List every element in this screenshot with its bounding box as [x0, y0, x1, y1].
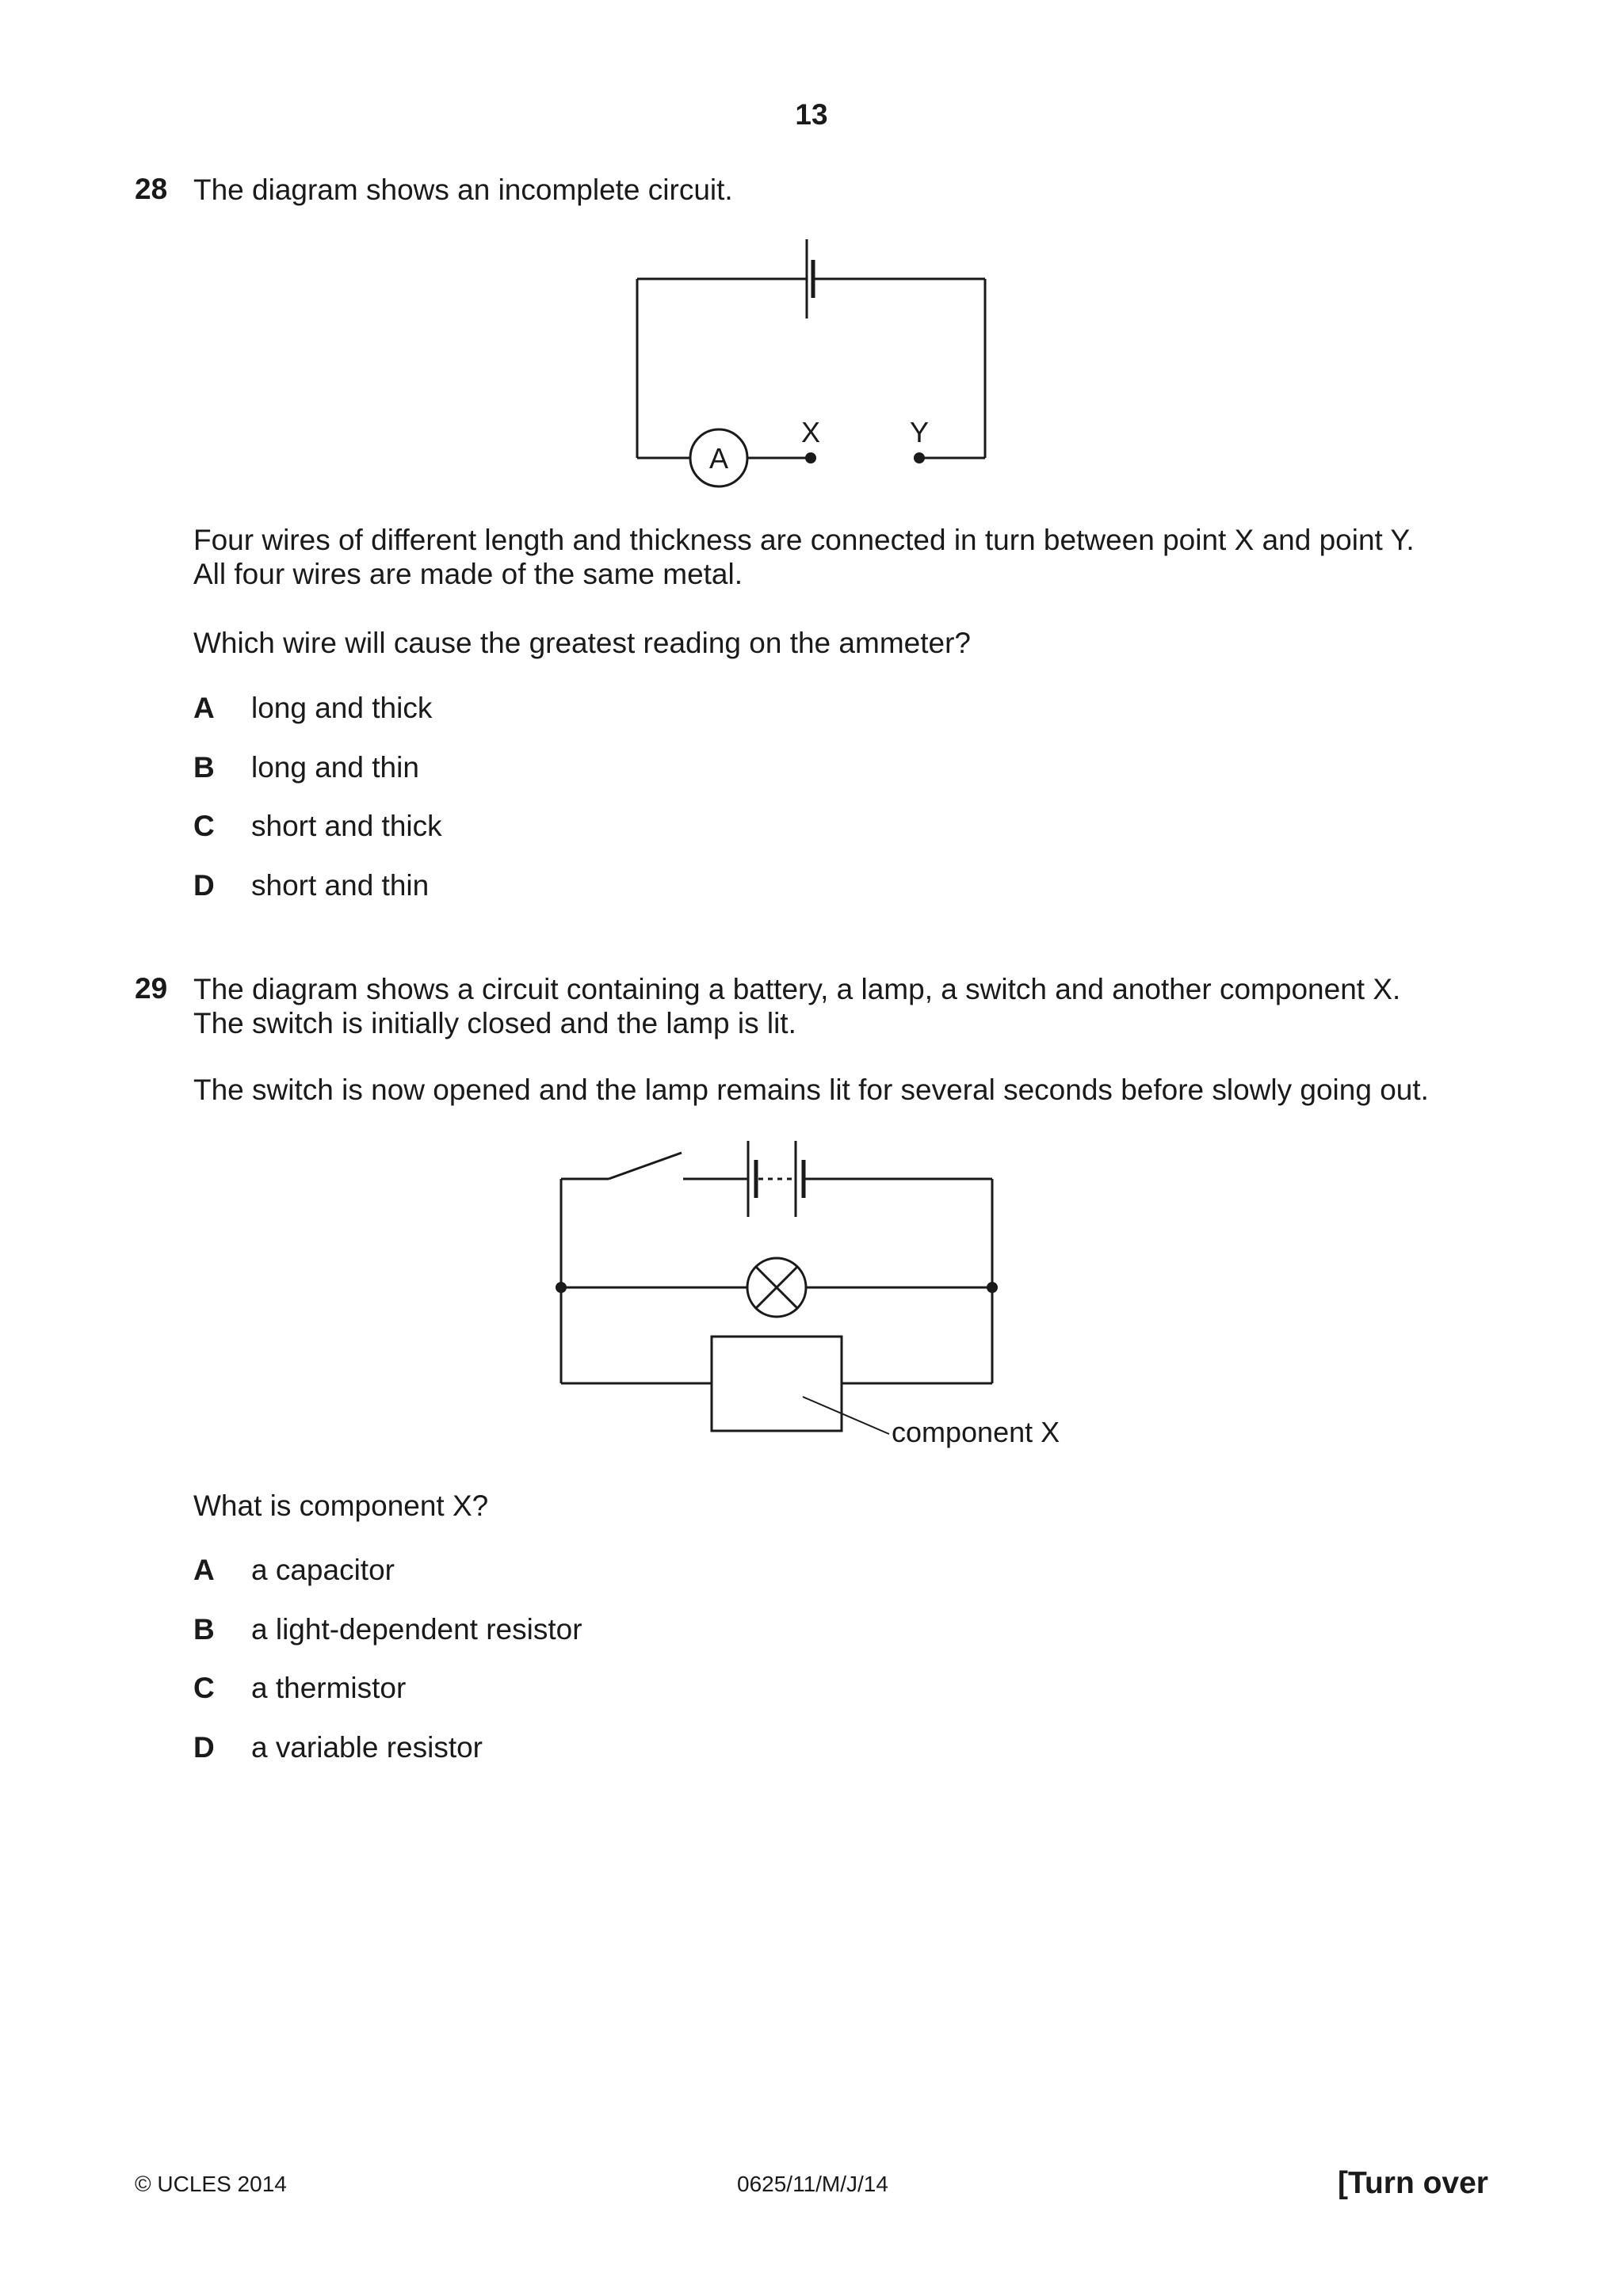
question-28-question: Which wire will cause the greatest reading on the ammeter? — [193, 627, 971, 659]
q28-option-d-text: short and thin — [251, 869, 430, 902]
q29-option-d-text: a variable resistor — [251, 1731, 483, 1764]
question-28-intro: The diagram shows an incomplete circuit. — [193, 174, 733, 206]
q29-option-a-letter: A — [193, 1554, 215, 1586]
q28-option-d-letter: D — [193, 869, 215, 902]
q29-option-c-text: a thermistor — [251, 1672, 407, 1704]
q29-option-b-letter: B — [193, 1613, 215, 1646]
question-29-question: What is component X? — [193, 1489, 489, 1522]
question-28-number: 28 — [135, 173, 168, 205]
question-28-para2: All four wires are made of the same metal. — [193, 558, 743, 590]
point-x-label: X — [800, 416, 821, 448]
junction-dot-right — [987, 1282, 998, 1293]
q28-option-b-text: long and thin — [251, 751, 419, 784]
question-29-number: 29 — [135, 972, 168, 1005]
footer-paper-code: 0625/11/M/J/14 — [737, 2172, 888, 2196]
footer-turn-over: [Turn over — [1338, 2166, 1488, 2200]
q28-option-a-letter: A — [193, 692, 215, 724]
q29-option-a-text: a capacitor — [251, 1554, 395, 1586]
incomplete-circuit-diagram — [618, 230, 1014, 491]
q29-option-b-text: a light-dependent resistor — [251, 1613, 582, 1646]
component-x-label: component X — [892, 1416, 1060, 1448]
q28-option-a-text: long and thick — [251, 692, 433, 724]
point-y-dot — [914, 452, 925, 463]
junction-dot-left — [556, 1282, 567, 1293]
point-y-label: Y — [909, 416, 930, 448]
q28-option-c-letter: C — [193, 810, 215, 842]
question-29-line1: The diagram shows a circuit containing a battery, a lamp, a switch and another component X. — [193, 973, 1401, 1005]
ammeter-label: A — [708, 442, 729, 475]
page-number: 13 — [795, 98, 828, 131]
q28-option-c-text: short and thick — [251, 810, 442, 842]
capacitor-lamp-circuit-diagram — [547, 1125, 1094, 1458]
footer-copyright: © UCLES 2014 — [135, 2172, 287, 2196]
question-29-line2: The switch is initially closed and the lamp is lit. — [193, 1007, 796, 1039]
q29-option-c-letter: C — [193, 1672, 215, 1704]
question-28-para1: Four wires of different length and thickness are connected in turn between point X and point Y. — [193, 524, 1415, 556]
open-switch-blade — [609, 1153, 682, 1179]
question-29-para: The switch is now opened and the lamp remains lit for several seconds before slowly going out. — [193, 1074, 1429, 1106]
q29-option-d-letter: D — [193, 1731, 215, 1764]
component-x-box — [712, 1337, 842, 1431]
q28-option-b-letter: B — [193, 751, 215, 784]
point-x-dot — [805, 452, 816, 463]
component-x-leader-line — [803, 1397, 889, 1434]
